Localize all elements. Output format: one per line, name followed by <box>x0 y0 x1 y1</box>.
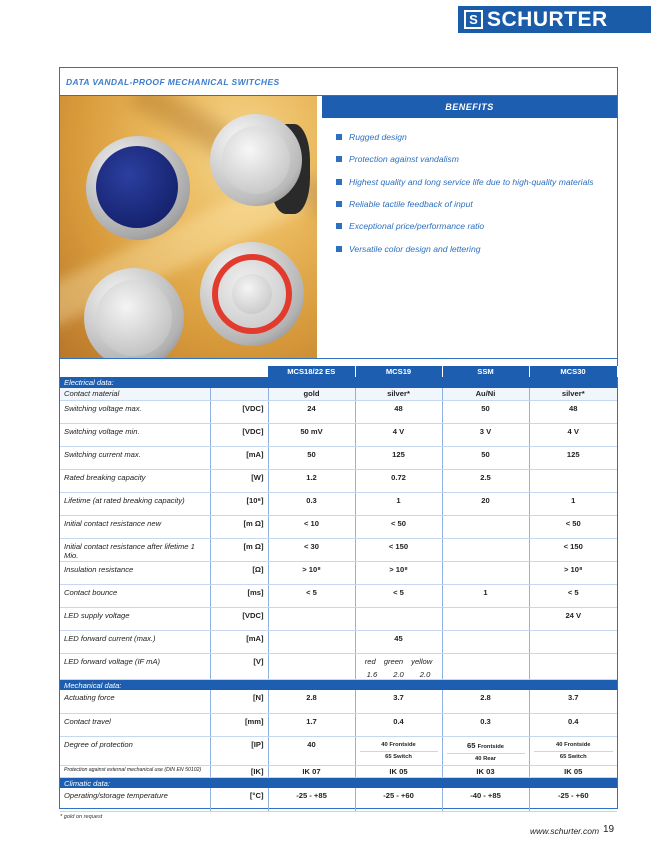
datasheet-frame <box>59 67 618 809</box>
benefit-item: Exceptional price/performance ratio <box>336 215 616 237</box>
schurter-logo <box>458 6 651 33</box>
section-title: DATA VANDAL-PROOF MECHANICAL SWITCHES <box>66 77 280 87</box>
table-row: LED supply voltage [VDC] 24 V <box>60 607 617 630</box>
group-row-electrical <box>60 377 617 388</box>
bullet-icon <box>336 201 342 207</box>
logo-text: SCHURTER <box>487 7 608 31</box>
table-row: Contact travel [mm] 1.7 0.4 0.3 0.4 <box>60 713 617 736</box>
logo-mark-icon: S <box>464 10 483 29</box>
footnote: * gold on request <box>60 814 103 820</box>
benefit-item: Protection against vandalism <box>336 148 616 170</box>
column-header: MCS18/22 ES <box>268 366 355 377</box>
table-row: Actuating force [N] 2.8 3.7 2.8 3.7 <box>60 690 617 713</box>
table-row: LED forward voltage (IF mA) [V] red green yellow 1.6 2.0 2.0 <box>60 653 617 679</box>
benefit-item: Reliable tactile feedback of input <box>336 193 616 215</box>
table-row: Degree of protection [IP] 40 40 Frontside 65 Switch 65 Frontside 40 Rear 40 Frontside 65 Switch <box>60 736 617 765</box>
table-row: Contact bounce [ms] < 5 < 5 1 < 5 <box>60 584 617 607</box>
table-row: Operating/storage temperature [°C] -25 - +85 -25 - +60 -40 - +85 -25 - +60 <box>60 788 617 811</box>
group-row-mechanical <box>60 679 617 690</box>
table-row: LED forward current (max.) [mA] 45 <box>60 630 617 653</box>
benefit-item: Versatile color design and lettering <box>336 237 616 259</box>
product-photo <box>60 96 317 358</box>
bullet-icon <box>336 179 342 185</box>
bullet-icon <box>336 223 342 229</box>
column-header: MCS19 <box>355 366 442 377</box>
group-label: Mechanical data: <box>60 679 617 690</box>
benefits-heading: BENEFITS <box>322 96 617 118</box>
group-label: Climatic data: <box>60 777 617 788</box>
table-divider <box>60 358 617 359</box>
table-row: Insulation resistance [Ω] > 10⁸ > 10⁸ > 10⁸ <box>60 561 617 584</box>
table-row: Switching current max. [mA] 50 125 50 125 <box>60 446 617 469</box>
group-row-climatic <box>60 777 617 788</box>
column-header: SSM <box>442 366 529 377</box>
website-link[interactable]: www.schurter.com <box>530 826 600 836</box>
table-header-row <box>60 366 617 377</box>
table-row: Initial contact resistance after lifetime 1 Mio. [m Ω] < 30 < 150 < 150 <box>60 538 617 561</box>
benefit-item: Rugged design <box>336 126 616 148</box>
table-row: Protection against external mechanical use (DIN EN 50102) [IK] IK 07 IK 05 IK 03 IK 05 <box>60 765 617 777</box>
led-voltage-cell: red green yellow 1.6 2.0 2.0 <box>355 653 442 679</box>
table-row: Rated breaking capacity [W] 1.2 0.72 2.5 <box>60 469 617 492</box>
benefits-list <box>336 126 616 260</box>
bullet-icon <box>336 134 342 140</box>
bullet-icon <box>336 156 342 162</box>
bullet-icon <box>336 246 342 252</box>
group-label: Electrical data: <box>60 377 617 388</box>
page-number: 19 <box>603 824 615 835</box>
table-row: Lifetime (at rated breaking capacity) [10⁶] 0.3 1 20 1 <box>60 492 617 515</box>
column-header: MCS30 <box>529 366 617 377</box>
spec-table <box>60 366 618 812</box>
table-row: Contact material gold silver* Au/Ni silver* <box>60 388 617 400</box>
table-row: Initial contact resistance new [m Ω] < 10 < 50 < 50 <box>60 515 617 538</box>
table-row: Switching voltage min. [VDC] 50 mV 4 V 3 V 4 V <box>60 423 617 446</box>
table-row: Switching voltage max. [VDC] 24 48 50 48 <box>60 400 617 423</box>
benefit-item: Highest quality and long service life due to high-quality materials <box>336 171 616 193</box>
